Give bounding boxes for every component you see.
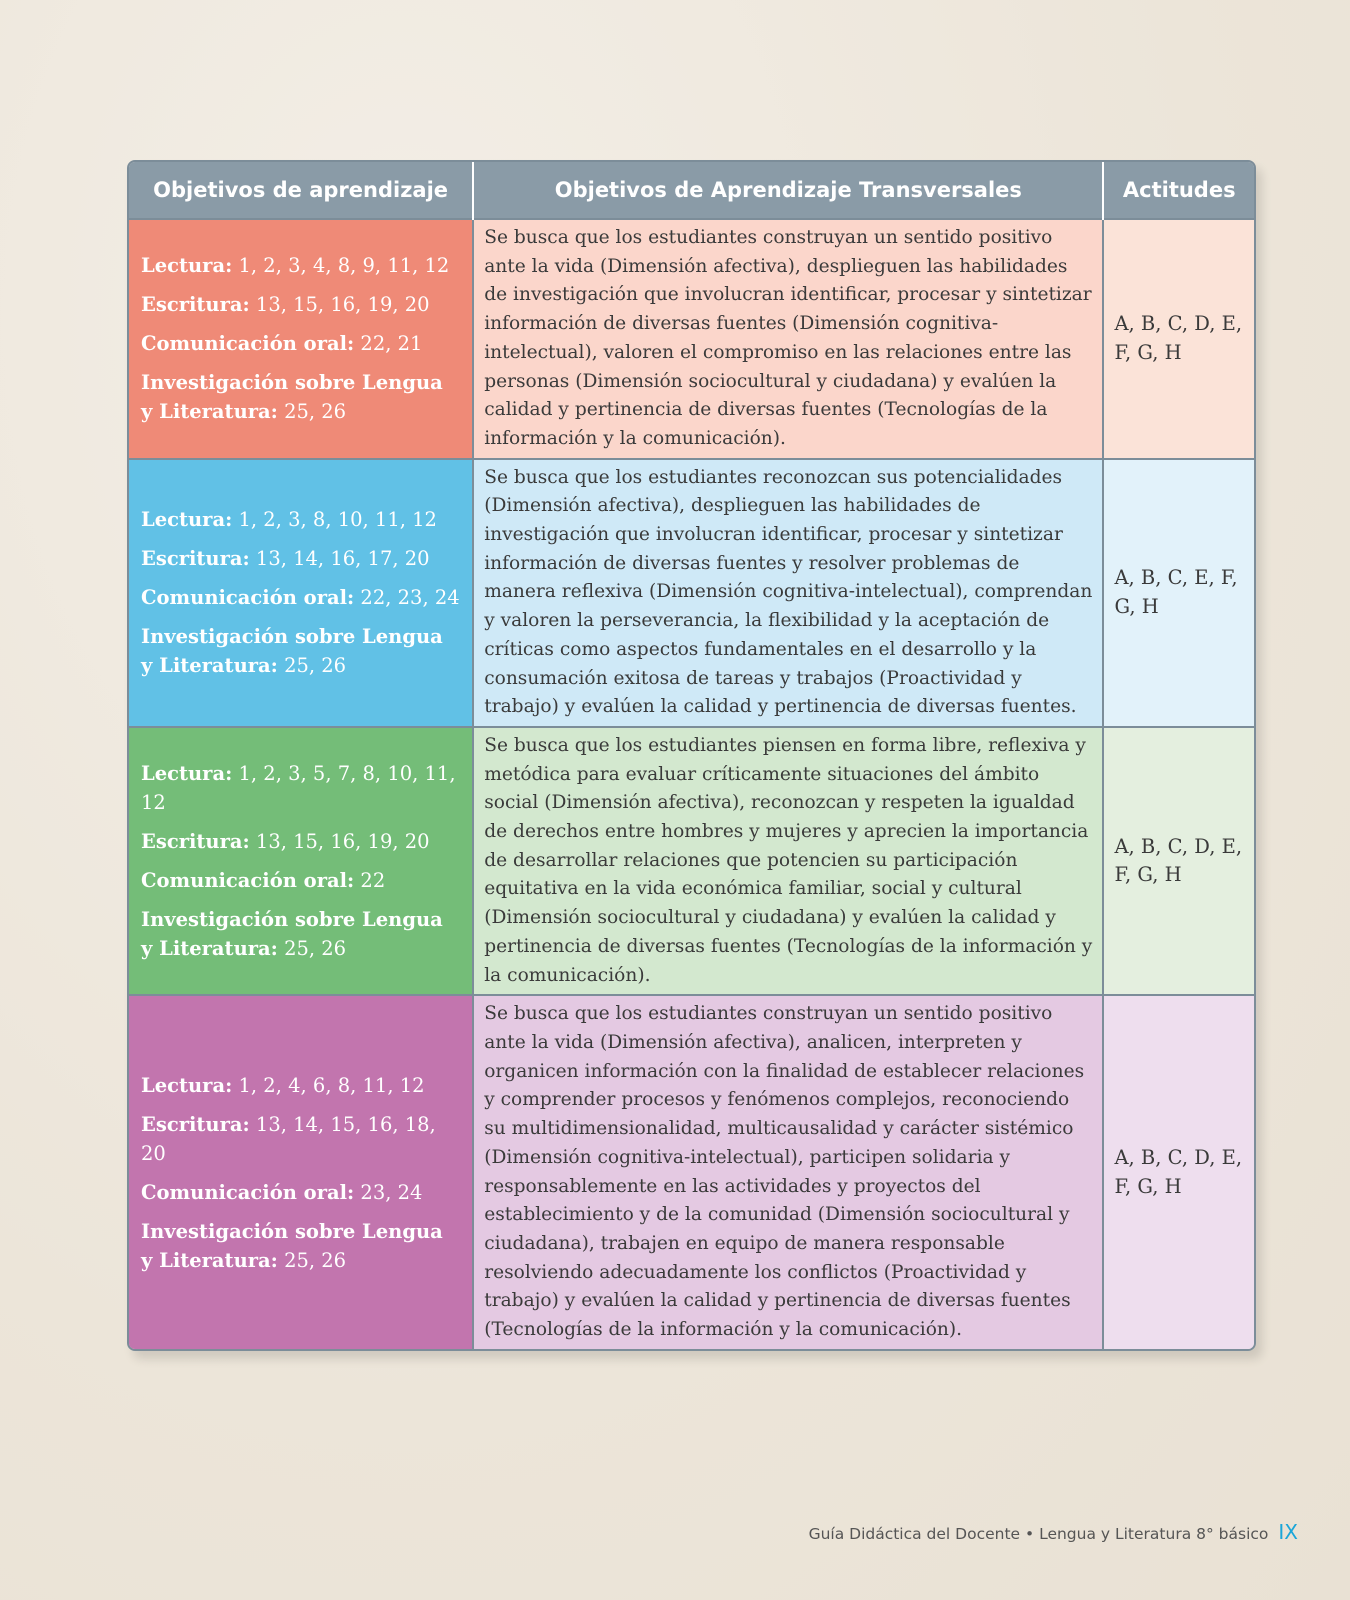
actitudes-cell: A, B, C, D, E, F, G, H: [1103, 995, 1254, 1348]
oat-cell: Se busca que los estudiantes reconozcan sus potencialidades (Dimensión afectiva), desplieguen las habilidades de investigación que involucran identificar, procesar y sintetizar información de diversas fuentes y resolver problemas de manera reflexiva (Dimensión cognitiva-intelectual), comprendan y valoren la perseverancia, la flexibilidad y la aceptación de críticas como aspectos fundamentales en el desarrollo y la consumación exitosa de tareas y trabajos (Proactividad y trabajo) y evalúen la calidad y pertinencia de diversas fuentes.: [473, 459, 1103, 727]
oa-investigacion: Investigación sobre Lengua y Literatura: 25, 26: [141, 625, 443, 678]
table-header-row: [129, 162, 1254, 219]
oa-cell: [129, 219, 473, 459]
oa-cell: [129, 995, 473, 1348]
header-objetivos-transversales: Objetivos de Aprendizaje Transversales: [473, 162, 1103, 219]
oa-investigacion: Investigación sobre Lengua y Literatura: 25, 26: [141, 371, 443, 424]
footer-text: Guía Didáctica del Docente • Lengua y Literatura 8° básico: [808, 1525, 1269, 1543]
oa-investigacion: Investigación sobre Lengua y Literatura: 25, 26: [141, 908, 443, 961]
oa-lectura: Lectura: 1, 2, 3, 4, 8, 9, 11, 12: [141, 254, 450, 278]
oa-escritura: Escritura: 13, 15, 16, 19, 20: [141, 830, 430, 854]
oa-lectura: Lectura: 1, 2, 3, 5, 7, 8, 10, 11, 12: [141, 762, 456, 815]
oa-escritura: Escritura: 13, 14, 15, 16, 18, 20: [141, 1112, 436, 1165]
oat-cell: Se busca que los estudiantes construyan un sentido positivo ante la vida (Dimensión afectiva), desplieguen las habilidades de investigación que involucran identificar, procesar y sintetizar información de diversas fuentes (Dimensión cognitiva-intelectual), valoren el compromiso en las relaciones entre las personas (Dimensión sociocultural y ciudadana) y evalúen la calidad y pertinencia de diversas fuentes (Tecnologías de la información y la comunicación).: [473, 219, 1103, 459]
oa-comunicacion-oral: Comunicación oral: 23, 24: [141, 1180, 423, 1204]
actitudes-cell: A, B, C, D, E, F, G, H: [1103, 219, 1254, 459]
table-row: [129, 459, 1254, 727]
header-objetivos-aprendizaje: Objetivos de aprendizaje: [129, 162, 473, 219]
actitudes-cell: A, B, C, D, E, F, G, H: [1103, 727, 1254, 995]
header-actitudes: Actitudes: [1103, 162, 1254, 219]
oa-lectura: Lectura: 1, 2, 4, 6, 8, 11, 12: [141, 1073, 425, 1097]
actitudes-cell: A, B, C, E, F, G, H: [1103, 459, 1254, 727]
oa-investigacion: Investigación sobre Lengua y Literatura: 25, 26: [141, 1219, 443, 1272]
oa-escritura: Escritura: 13, 14, 16, 17, 20: [141, 547, 430, 571]
table-row: [129, 727, 1254, 995]
oa-lectura: Lectura: 1, 2, 3, 8, 10, 11, 12: [141, 508, 437, 532]
oat-cell: Se busca que los estudiantes construyan un sentido positivo ante la vida (Dimensión afectiva), analicen, interpreten y organicen información con la finalidad de establecer relaciones y comprender procesos y fenómenos complejos, reconociendo su multidimensionalidad, multicausalidad y carácter sistémico (Dimensión cognitiva-intelectual), participen solidaria y responsablemente en las actividades y proyectos del establecimiento y de la comunidad (Dimensión sociocultural y ciudadana), trabajen en equipo de manera responsable resolviendo adecuadamente los conflictos (Proactividad y trabajo) y evalúen la calidad y pertinencia de diversas fuentes (Tecnologías de la información y la comunicación).: [473, 995, 1103, 1348]
oa-cell: [129, 459, 473, 727]
oa-comunicacion-oral: Comunicación oral: 22: [141, 869, 386, 893]
page-footer: [809, 1520, 1298, 1544]
oa-comunicacion-oral: Comunicación oral: 22, 21: [141, 332, 423, 356]
table-row: [129, 219, 1254, 459]
oat-cell: Se busca que los estudiantes piensen en forma libre, reflexiva y metódica para evaluar críticamente situaciones del ámbito social (Dimensión afectiva), reconozcan y respeten la igualdad de derechos entre hombres y mujeres y aprecien la importancia de desarrollar relaciones que potencien su participación equitativa en la vida económica familiar, social y cultural (Dimensión sociocultural y ciudadana) y evalúen la calidad y pertinencia de diversas fuentes (Tecnologías de la información y la comunicación).: [473, 727, 1103, 995]
oa-escritura: Escritura: 13, 15, 16, 19, 20: [141, 293, 430, 317]
table-row: [129, 995, 1254, 1348]
oa-comunicacion-oral: Comunicación oral: 22, 23, 24: [141, 586, 460, 610]
objectives-table-container: [127, 160, 1256, 1351]
page-number: IX: [1278, 1520, 1298, 1544]
objectives-table: [129, 162, 1254, 1349]
oa-cell: [129, 727, 473, 995]
